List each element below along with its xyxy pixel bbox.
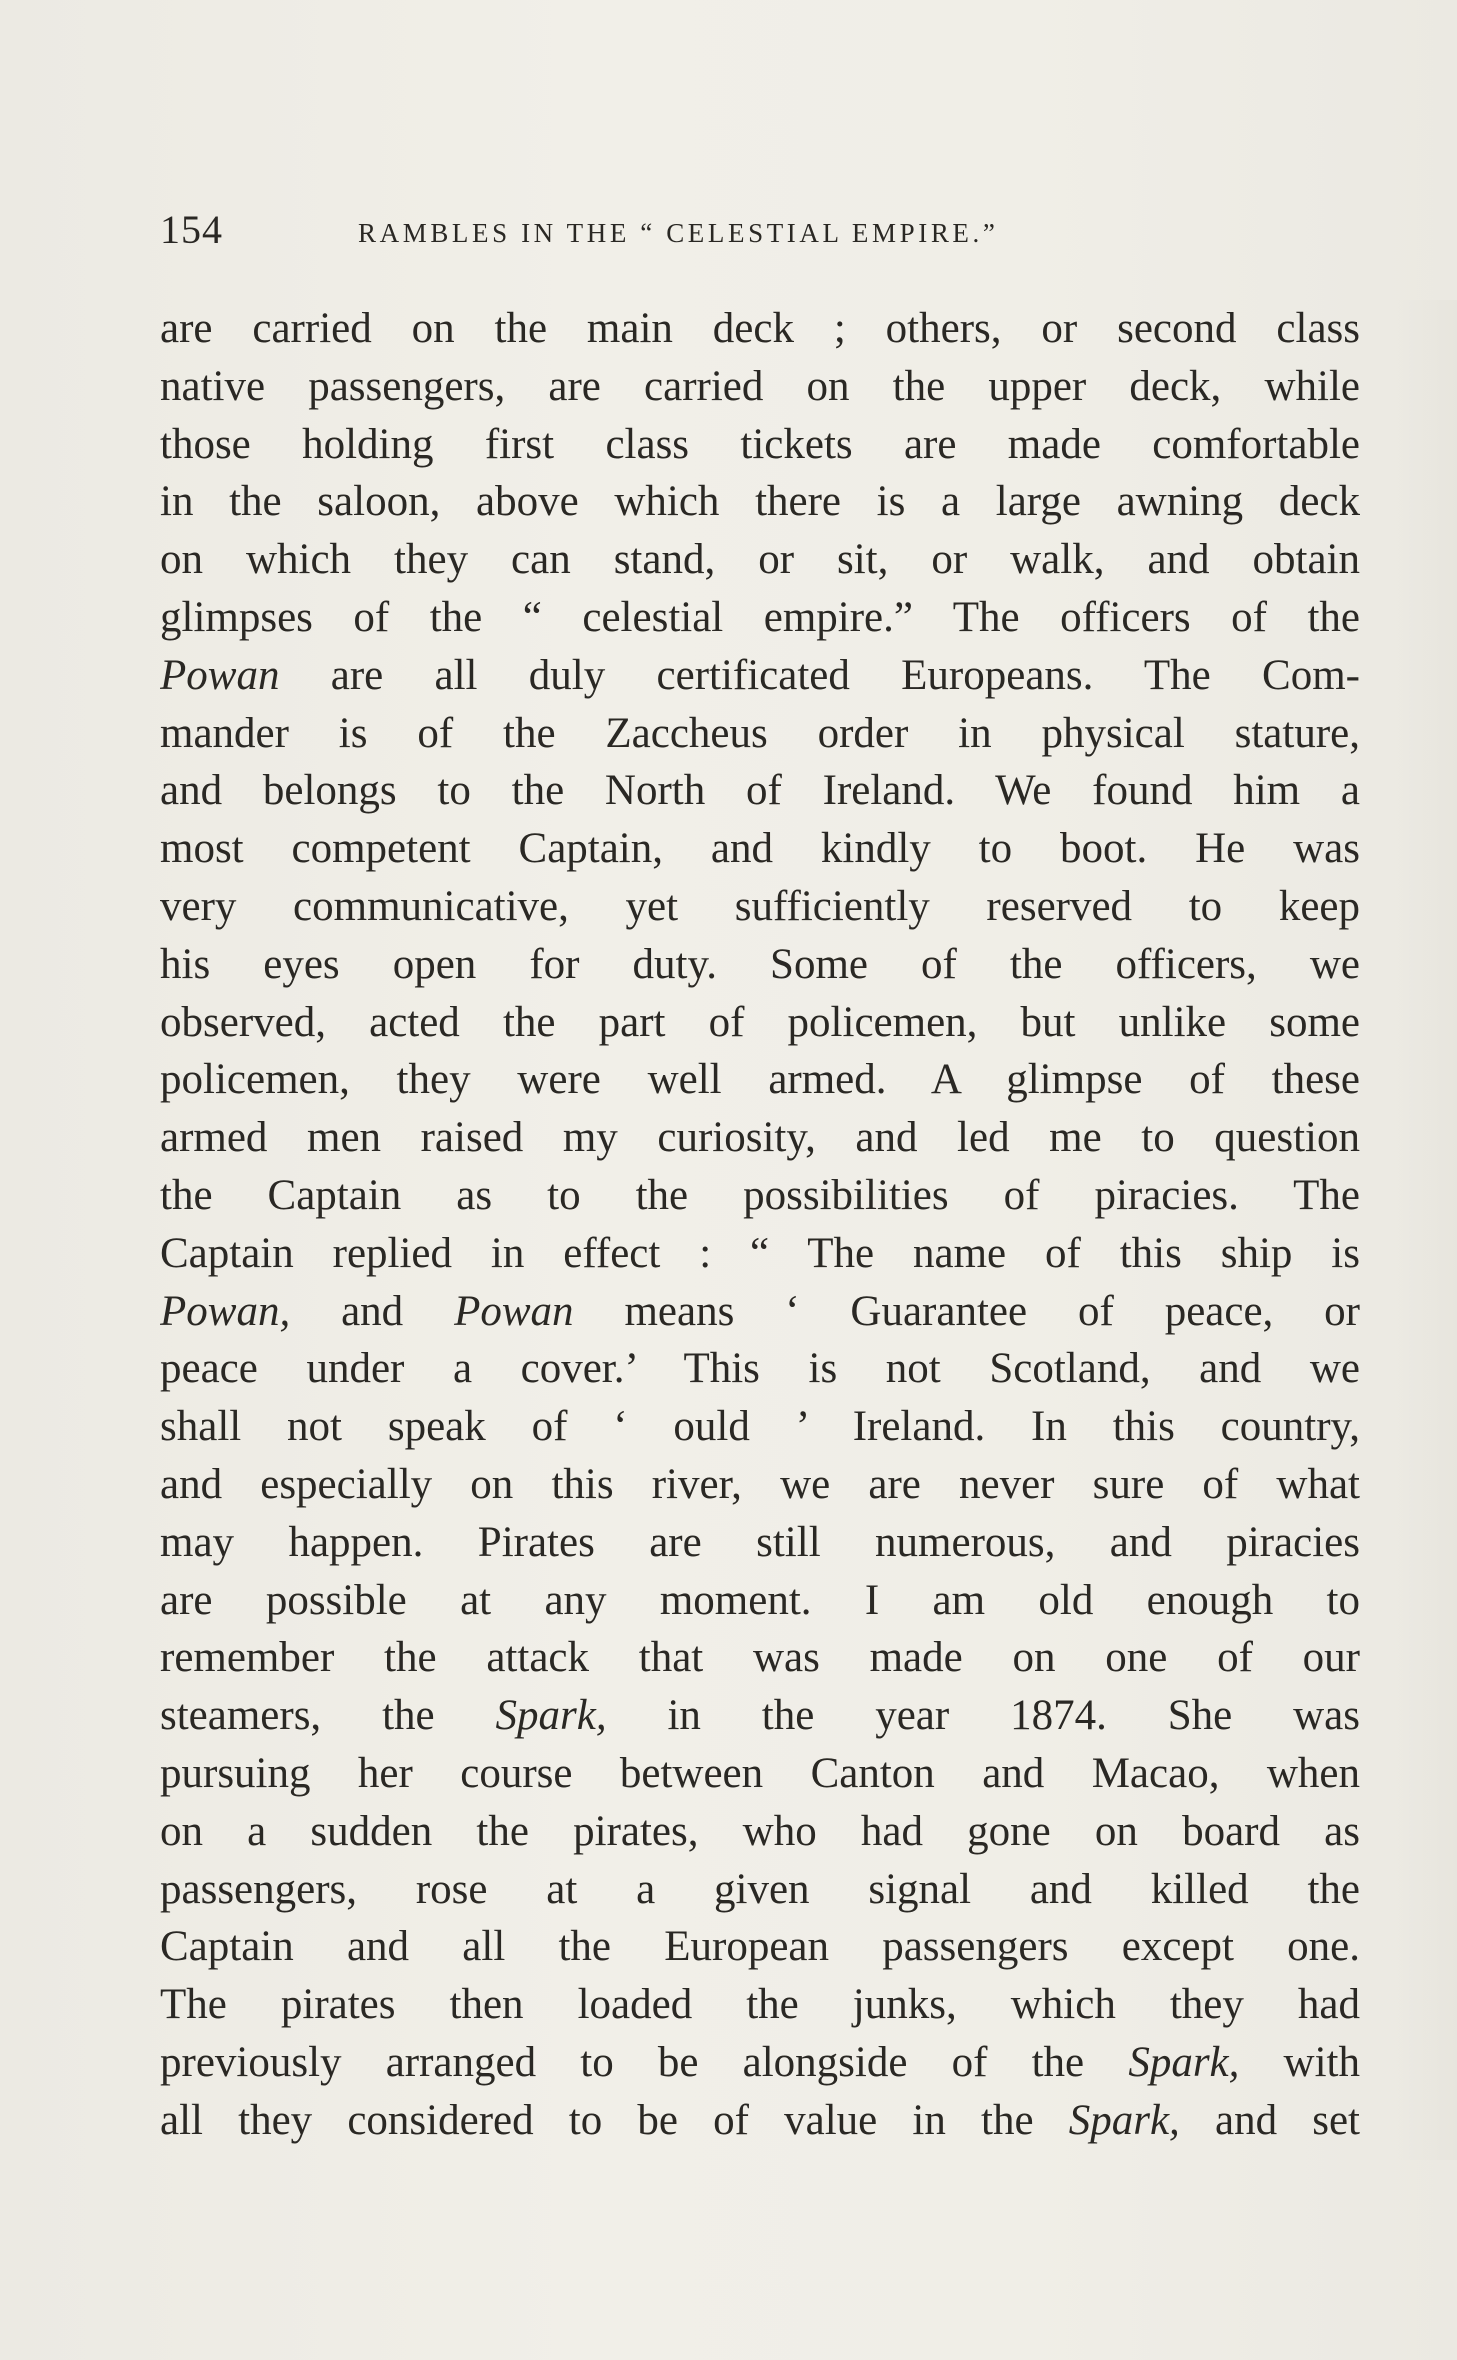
text-run: native passengers, are carried on the upper deck, while: [160, 362, 1360, 410]
text-line: [160, 1687, 1360, 1745]
show-through-shadow: [1397, 300, 1457, 2160]
text-line: [160, 1340, 1360, 1398]
text-line: [160, 416, 1360, 474]
running-head: [160, 206, 1360, 256]
text-run: are possible at any moment. I am old enough to: [160, 1576, 1360, 1624]
text-run: and especially on this river, we are never sure of what: [160, 1460, 1360, 1508]
text-run: and belongs to the North of Ireland. We found him a: [160, 767, 1360, 815]
text-line: [160, 1225, 1360, 1283]
text-run: glimpses of the “ celestial empire.” The officers of the: [160, 593, 1360, 641]
text-run: policemen, they were well armed. A glimpse of these: [160, 1056, 1360, 1104]
text-line: [160, 300, 1360, 358]
italic-ship-name: Spark,: [495, 1692, 607, 1740]
text-run: means ‘ Guarantee of peace, or: [573, 1287, 1360, 1335]
text-line: [160, 1976, 1360, 2034]
text-run: his eyes open for duty. Some of the officers, we: [160, 940, 1360, 988]
text-run: most competent Captain, and kindly to boot. He was: [160, 825, 1360, 873]
text-run: Captain and all the European passengers except one.: [160, 1923, 1360, 1971]
text-line: [160, 1514, 1360, 1572]
text-run: observed, acted the part of policemen, but unlike some: [160, 998, 1360, 1046]
italic-ship-name: Powan: [160, 651, 280, 699]
text-run: all they considered to be of value in the: [160, 2096, 1069, 2144]
text-run: on a sudden the pirates, who had gone on board as: [160, 1807, 1360, 1855]
text-run: those holding first class tickets are made comfortable: [160, 420, 1360, 468]
text-run: remember the attack that was made on one of our: [160, 1634, 1360, 1682]
text-run: peace under a cover.’ This is not Scotland, and we: [160, 1345, 1360, 1393]
text-run: may happen. Pirates are still numerous, and piracies: [160, 1518, 1360, 1566]
text-line: [160, 473, 1360, 531]
text-line: [160, 936, 1360, 994]
italic-ship-name: Spark,: [1128, 2038, 1240, 2086]
text-line: [160, 1572, 1360, 1630]
text-run: are carried on the main deck ; others, or second class: [160, 305, 1360, 352]
text-run: in the saloon, above which there is a large awning deck: [160, 478, 1360, 526]
text-line: [160, 647, 1360, 705]
text-run: passengers, rose at a given signal and killed the: [160, 1865, 1360, 1913]
text-run: and set: [1179, 2096, 1360, 2144]
text-run: with: [1239, 2038, 1360, 2086]
text-run: The pirates then loaded the junks, which they had: [160, 1981, 1360, 2029]
text-line: [160, 1803, 1360, 1861]
text-run: mander is of the Zaccheus order in physical stature,: [160, 709, 1360, 757]
text-line: [160, 2034, 1360, 2092]
text-run: very communicative, yet sufficiently reserved to keep: [160, 882, 1360, 930]
text-line: [160, 705, 1360, 763]
text-line: [160, 994, 1360, 1052]
text-line: [160, 1745, 1360, 1803]
text-line: [160, 762, 1360, 820]
text-line: [160, 531, 1360, 589]
italic-ship-name: Powan,: [160, 1287, 291, 1335]
text-run: pursuing her course between Canton and Macao, when: [160, 1749, 1360, 1797]
text-run: are all duly certificated Europeans. The Com-: [279, 651, 1360, 699]
text-line: [160, 878, 1360, 936]
text-run: shall not speak of ‘ ould ’ Ireland. In this country,: [160, 1403, 1360, 1451]
text-line: [160, 1283, 1360, 1341]
italic-ship-name: Powan: [454, 1287, 574, 1335]
text-run: the Captain as to the possibilities of piracies. The: [160, 1171, 1360, 1219]
text-line: [160, 1051, 1360, 1109]
text-line: [160, 2092, 1360, 2150]
text-line: [160, 820, 1360, 878]
body-text: [160, 300, 1360, 2150]
text-line: [160, 1861, 1360, 1919]
text-run: armed men raised my curiosity, and led me to question: [160, 1114, 1360, 1162]
text-run: and: [290, 1287, 455, 1335]
text-line: [160, 1109, 1360, 1167]
page-number: 154: [160, 207, 223, 252]
text-line: [160, 1167, 1360, 1225]
text-run: in the year 1874. She was: [606, 1692, 1360, 1740]
text-line: [160, 1629, 1360, 1687]
running-title: RAMBLES IN THE “ CELESTIAL EMPIRE.”: [358, 218, 999, 248]
text-run: Captain replied in effect : “ The name of this ship is: [160, 1229, 1360, 1277]
text-run: steamers, the: [160, 1692, 496, 1740]
italic-ship-name: Spark,: [1068, 2096, 1180, 2144]
text-line: [160, 1456, 1360, 1514]
text-line: [160, 1918, 1360, 1976]
text-run: previously arranged to be alongside of the: [160, 2038, 1129, 2086]
text-line: [160, 589, 1360, 647]
text-run: on which they can stand, or sit, or walk, and obtain: [160, 536, 1360, 584]
text-line: [160, 1398, 1360, 1456]
text-line: [160, 358, 1360, 416]
